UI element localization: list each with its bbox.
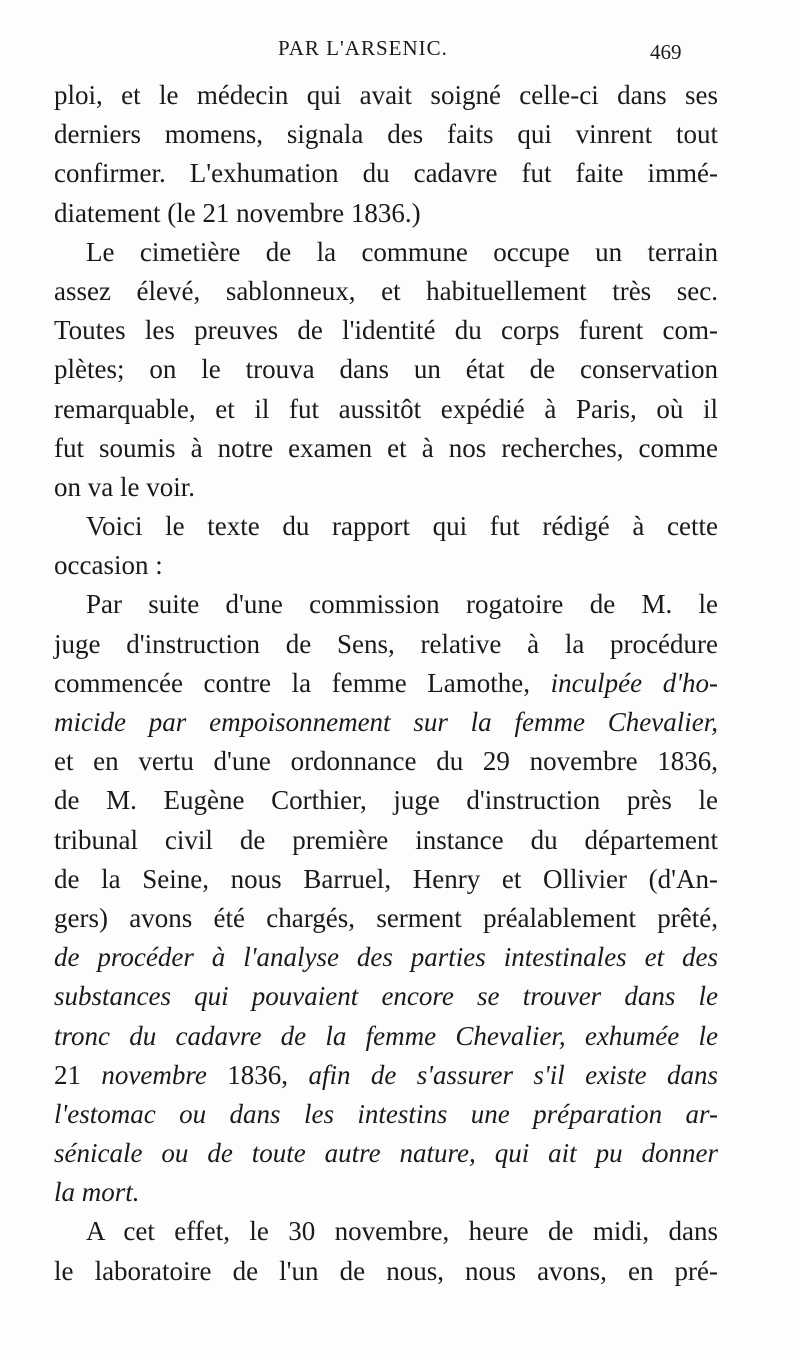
text-segment: 21 <box>54 1059 81 1090</box>
text-line: Voici le texte du rapport qui fut rédigé à cette <box>86 511 718 542</box>
text-segment: 1836, <box>227 1059 289 1090</box>
body-text <box>54 76 718 1291</box>
text-line: fut soumis à notre examen et à nos recherches, comme <box>54 432 718 463</box>
text-line: diatement (le 21 novembre 1836.) <box>54 197 421 228</box>
text-line: sénicale ou de toute autre nature, qui ait pu donner <box>54 1138 718 1169</box>
text-line: gers) avons été chargés, serment préalablement prêté, <box>54 902 718 933</box>
text-line: occasion : <box>54 550 163 581</box>
text-line: confirmer. L'exhumation du cadavre fut faite immé- <box>54 158 718 189</box>
text-line: de procéder à l'analyse des parties intestinales et des <box>54 942 718 973</box>
text-line: l'estomac ou dans les intestins une préparation ar- <box>54 1098 718 1129</box>
text-line: tronc du cadavre de la femme Chevalier, exhumée le <box>54 1020 718 1051</box>
text-line: ploi, et le médecin qui avait soigné celle-ci dans ses <box>54 80 718 110</box>
text-line <box>54 664 718 703</box>
text-line: de M. Eugène Corthier, juge d'instruction près le <box>54 785 718 816</box>
text-line: Toutes les preuves de l'identité du corps furent com- <box>54 315 718 346</box>
italic-segment: novembre <box>101 1059 207 1090</box>
text-line: tribunal civil de première instance du département <box>54 824 718 855</box>
page-number: 469 <box>650 40 682 64</box>
text-line: Le cimetière de la commune occupe un terrain <box>86 236 718 267</box>
text-line: Par suite d'une commission rogatoire de M. le <box>86 589 718 620</box>
text-line: on va le voir. <box>54 471 195 502</box>
text-line: juge d'instruction de Sens, relative à la procédure <box>54 628 718 659</box>
text-line: remarquable, et il fut aussitôt expédié à Paris, où il <box>54 393 718 424</box>
text-line: assez élevé, sablonneux, et habituellement très sec. <box>54 275 718 306</box>
text-segment: commencée contre la femme Lamothe, <box>54 667 531 698</box>
running-title: PAR L'ARSENIC. <box>278 36 448 60</box>
text-line: A cet effet, le 30 novembre, heure de midi, dans <box>86 1216 718 1247</box>
text-line: de la Seine, nous Barruel, Henry et Ollivier (d'An- <box>54 863 718 894</box>
page-header <box>0 36 800 66</box>
italic-segment: inculpée d'ho- <box>550 667 718 698</box>
text-line <box>54 1056 718 1095</box>
text-line: micide par empoisonnement sur la femme Chevalier, <box>54 707 718 737</box>
text-line: derniers momens, signala des faits qui vinrent tout <box>54 119 718 150</box>
text-line: plètes; on le trouva dans un état de conservation <box>54 354 718 385</box>
text-line: la mort. <box>54 1177 140 1208</box>
text-line: substances qui pouvaient encore se trouver dans le <box>54 981 718 1012</box>
text-line: et en vertu d'une ordonnance du 29 novembre 1836, <box>54 746 718 777</box>
text-line: le laboratoire de l'un de nous, nous avons, en pré- <box>54 1255 718 1286</box>
italic-segment: afin de s'assurer s'il existe dans <box>308 1059 718 1090</box>
